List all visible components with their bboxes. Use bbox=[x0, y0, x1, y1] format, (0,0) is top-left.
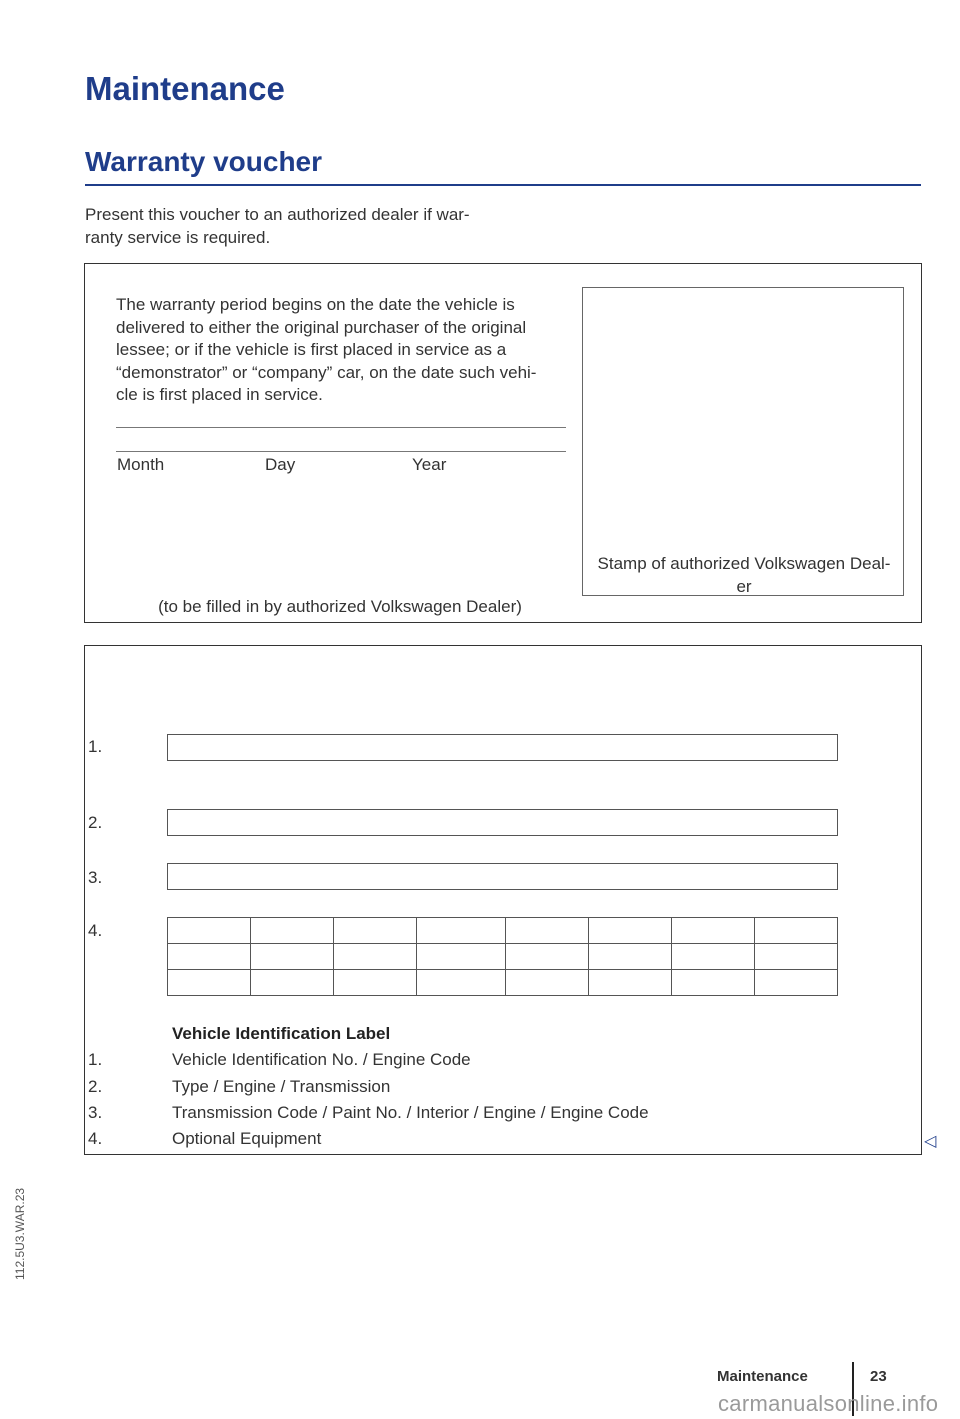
grid-cell[interactable] bbox=[672, 918, 755, 944]
grid-cell[interactable] bbox=[755, 970, 838, 996]
stamp-caption bbox=[586, 552, 902, 598]
type-engine-transmission-field[interactable] bbox=[167, 809, 838, 836]
intro-line: Present this voucher to an authorized dealer if war- bbox=[85, 205, 470, 224]
grid-cell[interactable] bbox=[250, 970, 333, 996]
legend-text: Vehicle Identification No. / Engine Code bbox=[172, 1050, 471, 1069]
grid-cell[interactable] bbox=[333, 970, 416, 996]
grid-cell[interactable] bbox=[506, 918, 589, 944]
paragraph-line: “demonstrator” or “company” car, on the date such vehi- bbox=[116, 362, 537, 382]
paragraph-line: lessee; or if the vehicle is first placed in service as a bbox=[116, 340, 507, 359]
grid-cell[interactable] bbox=[755, 918, 838, 944]
grid-cell[interactable] bbox=[333, 944, 416, 970]
grid-cell[interactable] bbox=[168, 970, 251, 996]
grid-row bbox=[168, 944, 838, 970]
grid-cell[interactable] bbox=[755, 944, 838, 970]
intro-text bbox=[85, 203, 525, 249]
dealer-stamp-area[interactable] bbox=[582, 287, 904, 596]
field-number: 1. bbox=[88, 737, 103, 756]
grid-cell[interactable] bbox=[672, 970, 755, 996]
section-title: Maintenance bbox=[85, 70, 285, 107]
grid-cell[interactable] bbox=[506, 944, 589, 970]
optional-equipment-grid[interactable] bbox=[167, 917, 838, 996]
intro-line: ranty service is required. bbox=[85, 228, 271, 247]
footer-section-label: Maintenance bbox=[717, 1368, 808, 1385]
grid-row bbox=[168, 918, 838, 944]
date-label-year: Year bbox=[412, 455, 447, 474]
grid-cell[interactable] bbox=[250, 918, 333, 944]
grid-cell[interactable] bbox=[589, 970, 672, 996]
grid-cell[interactable] bbox=[416, 970, 506, 996]
date-entry-line[interactable] bbox=[116, 451, 566, 452]
continue-triangle-icon: ◁ bbox=[924, 1133, 937, 1150]
grid-cell[interactable] bbox=[416, 944, 506, 970]
paragraph-divider bbox=[116, 427, 566, 428]
warranty-paragraph bbox=[116, 294, 576, 407]
grid-cell[interactable] bbox=[416, 918, 506, 944]
page-title: Warranty voucher bbox=[85, 146, 323, 177]
grid-row bbox=[168, 970, 838, 996]
paragraph-line: delivered to either the original purchaser of the original bbox=[116, 317, 527, 337]
legend-text: Type / Engine / Transmission bbox=[172, 1077, 391, 1096]
legend-number: 4. bbox=[88, 1129, 103, 1148]
date-label-month: Month bbox=[117, 455, 165, 474]
legend-number: 3. bbox=[88, 1103, 103, 1122]
grid-cell[interactable] bbox=[168, 944, 251, 970]
transmission-paint-interior-field[interactable] bbox=[167, 863, 838, 890]
legend-text: Transmission Code / Paint No. / Interior / Engine / Engine Code bbox=[172, 1103, 649, 1122]
paragraph-line: cle is first placed in service. bbox=[116, 385, 323, 404]
grid-cell[interactable] bbox=[168, 918, 251, 944]
grid-cell[interactable] bbox=[506, 970, 589, 996]
field-number: 2. bbox=[88, 813, 103, 832]
document-code: 112.5U3.WAR.23 bbox=[13, 1187, 27, 1280]
grid-cell[interactable] bbox=[333, 918, 416, 944]
paragraph-line: The warranty period begins on the date the vehicle is bbox=[116, 295, 515, 314]
field-number: 4. bbox=[88, 921, 103, 940]
title-divider bbox=[85, 184, 921, 186]
legend-number: 1. bbox=[88, 1050, 103, 1069]
date-label-day: Day bbox=[265, 455, 296, 474]
watermark: carmanualsonline.info bbox=[718, 1391, 939, 1416]
grid-cell[interactable] bbox=[672, 944, 755, 970]
vin-engine-code-field[interactable] bbox=[167, 734, 838, 761]
dealer-fill-note: (to be filled in by authorized Volkswagen Dealer) bbox=[158, 597, 522, 616]
legend-text: Optional Equipment bbox=[172, 1129, 322, 1148]
grid-cell[interactable] bbox=[589, 918, 672, 944]
legend-number: 2. bbox=[88, 1077, 103, 1096]
stamp-caption-line: er bbox=[736, 577, 752, 596]
grid-cell[interactable] bbox=[589, 944, 672, 970]
vehicle-label-title: Vehicle Identification Label bbox=[172, 1024, 391, 1043]
stamp-caption-line: Stamp of authorized Volkswagen Deal- bbox=[597, 554, 891, 573]
grid-cell[interactable] bbox=[250, 944, 333, 970]
page-number: 23 bbox=[870, 1368, 887, 1385]
field-number: 3. bbox=[88, 868, 103, 887]
